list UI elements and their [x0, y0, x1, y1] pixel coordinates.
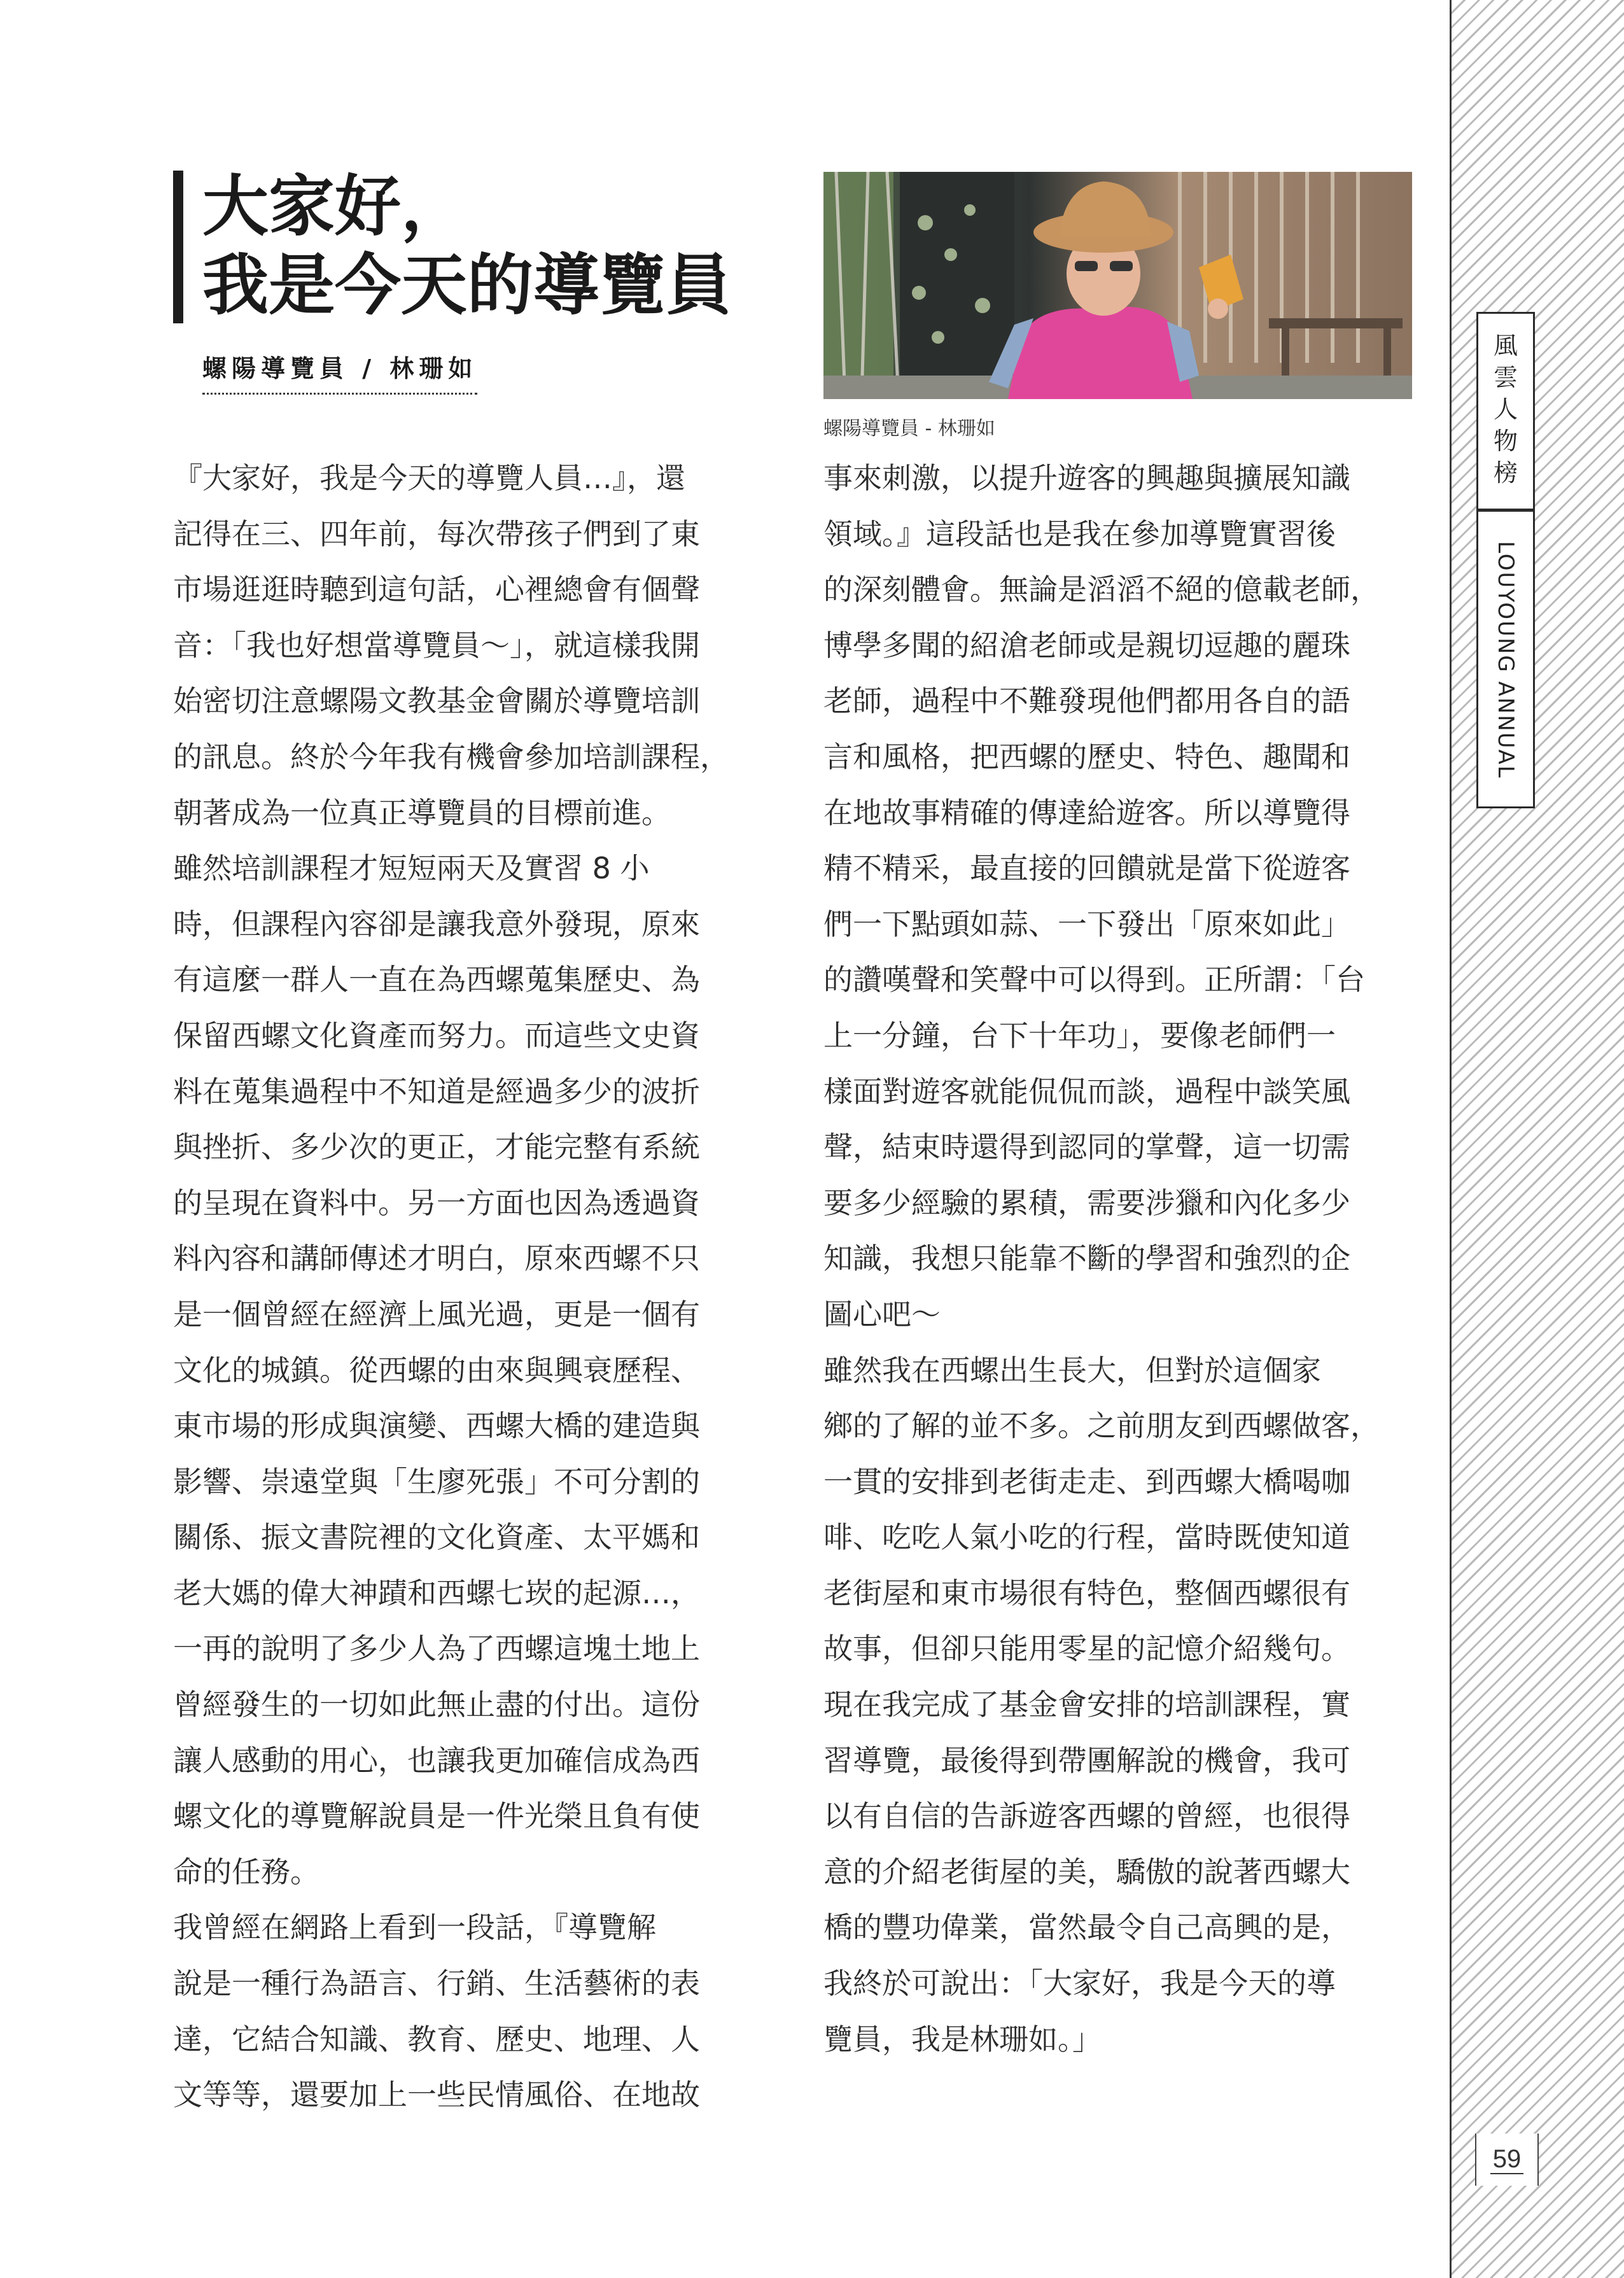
text-line: 關係、振文書院裡的文化資產、太平媽和 [173, 1520, 700, 1555]
article-title [202, 167, 794, 325]
text-line: 有這麼一群人一直在為西螺蒐集歷史、為 [173, 962, 700, 997]
text-line: 音：「我也好想當導覽員～」，就這樣我開 [173, 628, 700, 663]
text-line: 料內容和講師傳述才明白，原來西螺不只 [173, 1241, 700, 1276]
text-line: 故事，但卻只能用零星的記憶介紹幾句。 [823, 1631, 1350, 1666]
text-line: 啡、吃吃人氣小吃的行程，當時既使知道 [823, 1520, 1350, 1555]
text-line: 保留西螺文化資產而努力。而這些文史資 [173, 1018, 700, 1053]
text-line: 雖然我在西螺出生長大，但對於這個家 [823, 1353, 1321, 1388]
text-line: 橋的豐功偉業，當然最令自己高興的是， [823, 1910, 1350, 1945]
text-line: 是一個曾經在經濟上風光過，更是一個有 [173, 1297, 700, 1332]
photo-caption: 螺陽導覽員 - 林珊如 [823, 418, 995, 440]
text-line: 老街屋和東市場很有特色，整個西螺很有 [823, 1575, 1350, 1610]
section-label-english: LOUYOUNG ANNUAL [1493, 541, 1518, 779]
text-line: 市場逛逛時聽到這句話，心裡總會有個聲 [173, 572, 700, 607]
text-line: 在地故事精確的傳達給遊客。所以導覽得 [823, 795, 1350, 830]
section-label-chinese [1478, 314, 1533, 505]
text-line: 現在我完成了基金會安排的培訓課程，實 [823, 1687, 1350, 1722]
text-line: 說是一種行為語言、行銷、生活藝術的表 [173, 1966, 700, 2001]
title-line-1: 大家好， [202, 167, 468, 245]
text-line: 圖心吧～ [823, 1297, 941, 1332]
text-line: 意的介紹老街屋的美，驕傲的說著西螺大 [823, 1854, 1350, 1889]
text-line: 螺文化的導覽解說員是一件光榮且負有使 [173, 1799, 700, 1834]
text-line: 事來刺激，以提升遊客的興趣與擴展知識 [823, 461, 1350, 495]
text-line: 的讚嘆聲和笑聲中可以得到。正所謂：「台 [823, 962, 1365, 997]
text-line: 以有自信的告訴遊客西螺的曾經，也很得 [823, 1799, 1350, 1834]
text-line: 『大家好，我是今天的導覽人員…』，還 [173, 461, 685, 495]
text-line: 曾經發生的一切如此無止盡的付出。這份 [173, 1687, 700, 1722]
title-accent-bar [173, 171, 183, 323]
text-line: 領域。』這段話也是我在參加導覽實習後 [823, 516, 1336, 551]
text-line: 要多少經驗的累積，需要涉獵和內化多少 [823, 1185, 1350, 1220]
text-line: 言和風格，把西螺的歷史、特色、趣聞和 [823, 739, 1350, 774]
text-line: 命的任務。 [173, 1854, 319, 1889]
text-line: 的訊息。終於今年我有機會參加培訓課程， [173, 739, 729, 774]
text-line: 始密切注意螺陽文教基金會關於導覽培訓 [173, 684, 700, 719]
author-byline: 螺陽導覽員 / 林珊如 [202, 349, 477, 395]
section-char: 物 [1493, 427, 1518, 455]
text-line: 習導覽，最後得到帶團解說的機會，我可 [823, 1743, 1350, 1778]
text-line: 東市場的形成與演變、西螺大橋的建造與 [173, 1409, 700, 1444]
text-line: 雖然培訓課程才短短兩天及實習 8 小 [173, 851, 650, 886]
text-line: 老大媽的偉大神蹟和西螺七崁的起源…， [173, 1575, 700, 1610]
text-line: 一貫的安排到老街走走、到西螺大橋喝咖 [823, 1464, 1350, 1499]
text-line: 精不精采，最直接的回饋就是當下從遊客 [823, 851, 1350, 886]
text-line: 上一分鐘，台下十年功」，要像老師們一 [823, 1018, 1336, 1053]
text-line: 文化的城鎮。從西螺的由來與興衰歷程、 [173, 1353, 700, 1388]
text-line: 鄉的了解的並不多。之前朋友到西螺做客， [823, 1409, 1380, 1444]
guide-photo-illustration [823, 172, 1412, 399]
section-label-divider [1478, 509, 1533, 512]
text-line: 我終於可說出：「大家好，我是今天的導 [823, 1966, 1336, 2001]
text-line: 們一下點頭如蒜、一下發出「原來如此」 [823, 906, 1350, 941]
text-line: 聲，結束時還得到認同的掌聲，這一切需 [823, 1130, 1350, 1165]
text-line: 一再的說明了多少人為了西螺這塊土地上 [173, 1631, 700, 1666]
section-char: 風 [1493, 332, 1518, 360]
text-line: 記得在三、四年前，每次帶孩子們到了東 [173, 516, 700, 551]
section-char: 榜 [1493, 459, 1518, 487]
text-line: 文等等，還要加上一些民情風俗、在地故 [173, 2078, 700, 2113]
page-number [1475, 2134, 1539, 2186]
section-label [1476, 312, 1535, 808]
text-line: 老師，過程中不難發現他們都用各自的語 [823, 684, 1350, 719]
text-line: 樣面對遊客就能侃侃而談，過程中談笑風 [823, 1074, 1350, 1109]
text-line: 博學多聞的紹滄老師或是親切逗趣的麗珠 [823, 628, 1350, 663]
guide-photo [823, 172, 1412, 399]
text-line: 時，但課程內容卻是讓我意外發現，原來 [173, 906, 700, 941]
article-column-right [823, 451, 1399, 2067]
section-char: 雲 [1493, 363, 1518, 391]
text-line: 影響、崇遠堂與「生廖死張」不可分割的 [173, 1464, 700, 1499]
text-line: 的呈現在資料中。另一方面也因為透過資 [173, 1185, 700, 1220]
article-column-left [173, 451, 749, 2123]
section-char: 人 [1493, 395, 1518, 423]
text-line: 的深刻體會。無論是滔滔不絕的億載老師， [823, 572, 1380, 607]
text-line: 讓人感動的用心，也讓我更加確信成為西 [173, 1743, 700, 1778]
text-line: 覽員，我是林珊如。」 [823, 2021, 1102, 2057]
text-line: 我曾經在網路上看到一段話，『導覽解 [173, 1910, 656, 1945]
title-line-2: 我是今天的導覽員 [202, 246, 732, 324]
text-line: 知識，我想只能靠不斷的學習和強烈的企 [823, 1241, 1350, 1276]
text-line: 達，它結合知識、教育、歷史、地理、人 [173, 2021, 700, 2057]
text-line: 料在蒐集過程中不知道是經過多少的波折 [173, 1074, 700, 1109]
text-line: 與挫折、多少次的更正，才能完整有系統 [173, 1130, 700, 1165]
text-line: 朝著成為一位真正導覽員的目標前進。 [173, 795, 671, 830]
page-number-text: 59 [1490, 2145, 1524, 2174]
